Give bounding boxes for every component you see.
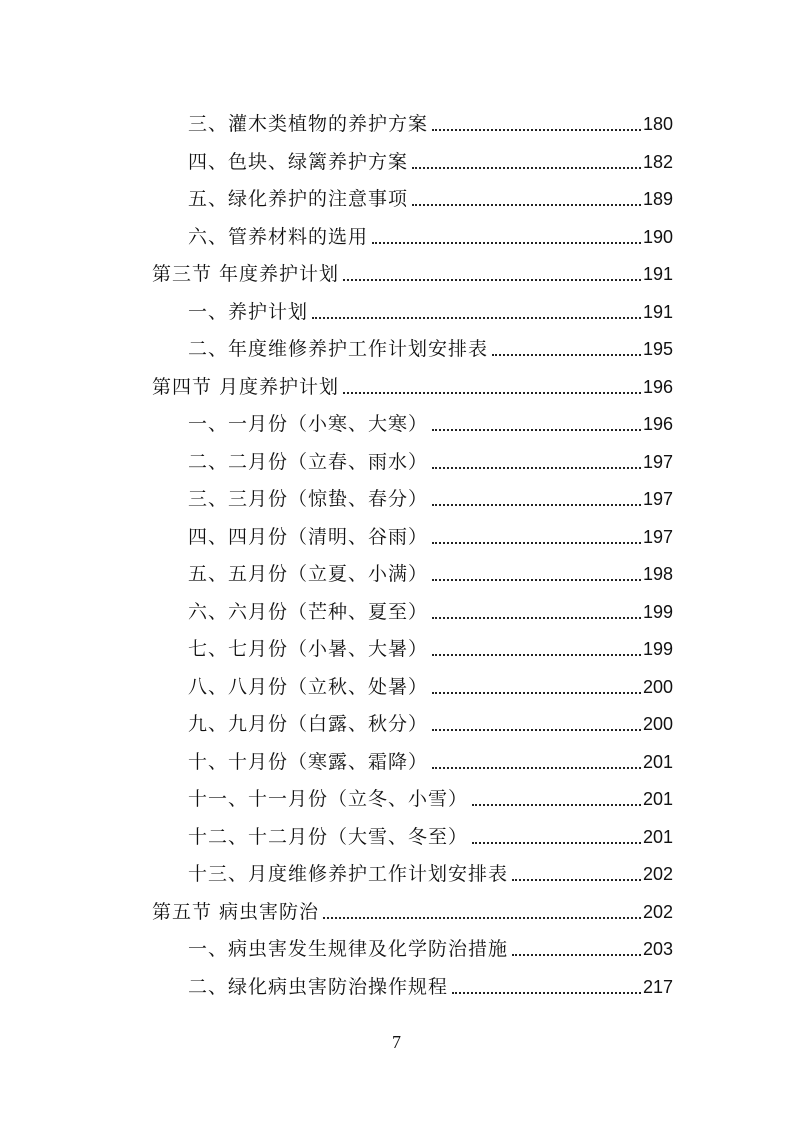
toc-dot-leader — [372, 242, 641, 244]
toc-dot-leader — [432, 767, 641, 769]
toc-dot-leader — [412, 167, 641, 169]
toc-dot-leader — [452, 992, 641, 994]
toc-entry-title: 十二、十二月份（大雪、冬至） — [188, 825, 469, 848]
toc-dot-leader — [432, 617, 641, 619]
toc-entry[interactable] — [188, 663, 673, 699]
toc-dot-leader — [432, 429, 641, 431]
toc-entry[interactable] — [188, 100, 673, 136]
toc-entry-page-number: 182 — [642, 151, 673, 172]
toc-entry-title: 三、灌木类植物的养护方案 — [188, 113, 429, 135]
toc-entry[interactable] — [188, 963, 673, 999]
toc-entry-title: 十一、十一月份（立冬、小雪） — [188, 788, 469, 810]
toc-entry-page-number: 189 — [642, 189, 673, 209]
toc-dot-leader — [492, 354, 641, 356]
toc-entry-page-number: 191 — [642, 264, 673, 284]
toc-entry-title: 八、八月份（立秋、处暑） — [188, 675, 429, 698]
toc-dot-leader — [432, 692, 641, 694]
toc-entry[interactable] — [188, 588, 673, 624]
toc-entry-page-number: 196 — [642, 376, 673, 397]
toc-entry-title: 五、绿化养护的注意事项 — [188, 188, 409, 210]
toc-entry-page-number: 201 — [642, 751, 673, 772]
toc-entry[interactable] — [188, 738, 673, 774]
toc-dot-leader — [432, 467, 641, 469]
toc-dot-leader — [312, 317, 641, 319]
toc-entry[interactable] — [188, 625, 673, 661]
toc-entry-page-number: 201 — [642, 789, 673, 809]
toc-dot-leader — [472, 842, 641, 844]
toc-entry-title: 一、一月份（小寒、大寒） — [188, 413, 429, 435]
toc-entry-page-number: 190 — [642, 226, 673, 247]
toc-entry[interactable] — [188, 475, 673, 511]
toc-dot-leader — [512, 879, 641, 881]
toc-entry-page-number: 196 — [642, 414, 673, 434]
toc-entry-page-number: 200 — [642, 676, 673, 697]
toc-entry-title: 第五节 病虫害防治 — [152, 900, 320, 923]
toc-entry-title: 四、色块、绿篱养护方案 — [188, 150, 409, 173]
toc-dot-leader — [432, 579, 641, 581]
toc-entry-title: 二、绿化病虫害防治操作规程 — [188, 975, 449, 998]
toc-entry[interactable] — [188, 775, 673, 811]
toc-entry-page-number: 202 — [642, 864, 673, 884]
toc-entry-page-number: 203 — [642, 939, 673, 959]
toc-entry[interactable] — [188, 550, 673, 586]
toc-entry[interactable] — [188, 700, 673, 736]
toc-entry-page-number: 195 — [642, 339, 673, 359]
toc-entry-page-number: 201 — [642, 826, 673, 847]
toc-entry[interactable] — [188, 288, 673, 324]
toc-entry-title: 六、六月份（芒种、夏至） — [188, 600, 429, 623]
toc-dot-leader — [323, 917, 641, 919]
toc-entry-page-number: 180 — [642, 114, 673, 134]
toc-dot-leader — [432, 729, 641, 731]
toc-entry-title: 二、二月份（立春、雨水） — [188, 450, 429, 473]
toc-dot-leader — [343, 279, 641, 281]
toc-entry-title: 七、七月份（小暑、大暑） — [188, 638, 429, 660]
toc-entry-title: 一、养护计划 — [188, 300, 309, 323]
toc-entry-title: 十、十月份（寒露、霜降） — [188, 750, 429, 773]
toc-entry[interactable] — [188, 138, 673, 174]
toc-entry-title: 第四节 月度养护计划 — [152, 375, 340, 398]
toc-entry-title: 第三节 年度养护计划 — [152, 263, 340, 285]
toc-entry[interactable] — [152, 363, 673, 399]
toc-dot-leader — [343, 392, 641, 394]
toc-entry-title: 二、年度维修养护工作计划安排表 — [188, 338, 489, 360]
toc-dot-leader — [472, 804, 641, 806]
toc-entry[interactable] — [188, 325, 673, 361]
toc-entry-page-number: 197 — [642, 451, 673, 472]
toc-entry-page-number: 199 — [642, 601, 673, 622]
toc-entry[interactable] — [188, 925, 673, 961]
toc-entry[interactable] — [152, 250, 673, 286]
toc-entry[interactable] — [188, 850, 673, 886]
toc-entry[interactable] — [152, 888, 673, 924]
toc-dot-leader — [432, 542, 641, 544]
toc-entry[interactable] — [188, 813, 673, 849]
toc-dot-leader — [512, 954, 641, 956]
toc-entry-page-number: 202 — [642, 901, 673, 922]
page-number: 7 — [392, 1032, 401, 1052]
toc-entry-page-number: 198 — [642, 564, 673, 584]
toc-entry-title: 九、九月份（白露、秋分） — [188, 713, 429, 735]
toc-entry[interactable] — [188, 438, 673, 474]
toc-entry-page-number: 217 — [642, 976, 673, 997]
toc-entry-page-number: 197 — [642, 489, 673, 509]
toc-entry[interactable] — [188, 513, 673, 549]
toc-entry-page-number: 191 — [642, 301, 673, 322]
toc-entry-title: 一、病虫害发生规律及化学防治措施 — [188, 938, 509, 960]
toc-entry[interactable] — [188, 213, 673, 249]
toc-entry[interactable] — [188, 400, 673, 436]
toc-dot-leader — [432, 654, 641, 656]
toc-dot-leader — [432, 129, 641, 131]
toc-entry-title: 五、五月份（立夏、小满） — [188, 563, 429, 585]
toc-entry-title: 三、三月份（惊蛰、春分） — [188, 488, 429, 510]
toc-dot-leader — [432, 504, 641, 506]
toc-entry-title: 四、四月份（清明、谷雨） — [188, 525, 429, 548]
toc-entry-page-number: 199 — [642, 639, 673, 659]
toc-entry-page-number: 200 — [642, 714, 673, 734]
toc-entry-title: 十三、月度维修养护工作计划安排表 — [188, 863, 509, 885]
toc-entry[interactable] — [188, 175, 673, 211]
toc-entry-title: 六、管养材料的选用 — [188, 225, 369, 248]
toc-dot-leader — [412, 204, 641, 206]
toc-entry-page-number: 197 — [642, 526, 673, 547]
